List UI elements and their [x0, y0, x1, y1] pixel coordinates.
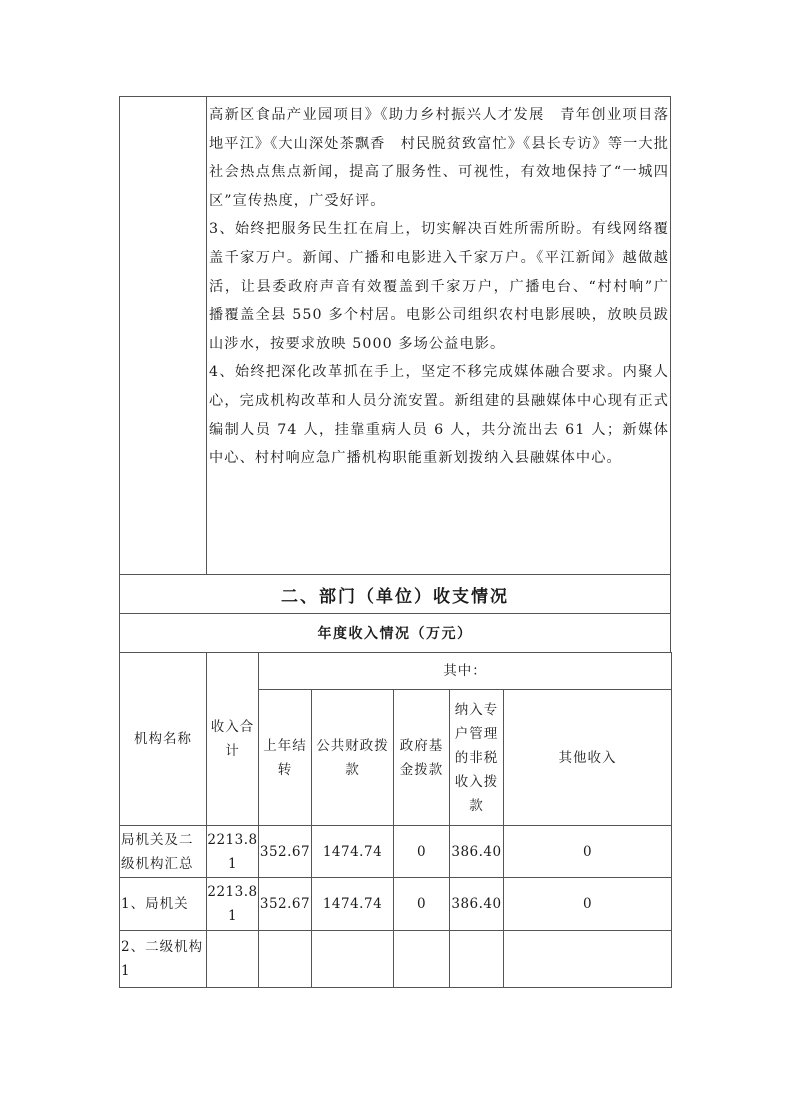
row-public-finance: 1474.74 — [312, 878, 394, 931]
row-carryover — [259, 931, 312, 988]
narrative-paragraph: 3、始终把服务民生扛在肩上，切实解决百姓所需所盼。有线网络覆盖千家万户。新闻、广播和电影进入千家万户。《平江新闻》越做越活，让县委政府声音有效覆盖到千家万户，广播电台、“村村响”广播覆盖全县 550 多个村居。电影公司组织农村电影展映，放映员跋山涉水，按要求放映 5000 多场公益电影。 — [209, 221, 669, 352]
row-total: 2213.81 — [207, 826, 259, 878]
row-name: 局机关及二级机构汇总 — [120, 826, 207, 878]
row-total: 2213.81 — [207, 878, 259, 931]
row-gov-fund — [394, 931, 450, 988]
row-gov-fund: 0 — [394, 878, 450, 931]
header-non-tax: 纳入专户管理的非税收入拨款 — [450, 690, 504, 826]
header-other: 其他收入 — [504, 690, 672, 826]
row-other — [504, 931, 672, 988]
row-carryover: 352.67 — [259, 878, 312, 931]
row-other: 0 — [504, 826, 672, 878]
section-title: 二、部门（单位）收支情况 — [119, 574, 671, 613]
table-row — [120, 826, 672, 878]
row-public-finance — [312, 931, 394, 988]
row-total — [207, 931, 259, 988]
table-row — [120, 878, 672, 931]
income-table — [119, 652, 672, 988]
narrative-paragraph: 高新区食品产业园项目》《助力乡村振兴人才发展 青年创业项目落地平江》《大山深处茶飘香 村民脱贫致富忙》《县长专访》等一大批社会热点焦点新闻，提高了服务性、可视性，有效地保持了“一城四区”宣传热度，广受好评。 — [209, 107, 669, 209]
narrative-paragraph: 4、始终把深化改革抓在手上，坚定不移完成媒体融合要求。内聚人心，完成机构改革和人员分流安置。新组建的县融媒体中心现有正式编制人员 74 人，挂靠重病人员 6 人，共分流出去 61 人；新媒体中心、村村响应急广播机构职能重新划拨纳入县融媒体中心。 — [209, 364, 669, 467]
header-gov-fund: 政府基金拨款 — [394, 690, 450, 826]
narrative-body — [209, 101, 669, 473]
row-name: 2、二级机构1 — [120, 931, 207, 988]
row-other: 0 — [504, 878, 672, 931]
row-carryover: 352.67 — [259, 826, 312, 878]
header-public-finance: 公共财政拨款 — [312, 690, 394, 826]
row-gov-fund: 0 — [394, 826, 450, 878]
row-name: 1、局机关 — [120, 878, 207, 931]
table-title: 年度收入情况（万元） — [119, 613, 671, 652]
narrative-label-cell — [120, 97, 207, 574]
table-row — [120, 931, 672, 988]
row-non-tax: 386.40 — [450, 878, 504, 931]
row-public-finance: 1474.74 — [312, 826, 394, 878]
narrative-table — [119, 96, 671, 574]
row-non-tax: 386.40 — [450, 826, 504, 878]
header-of-which: 其中： — [259, 653, 672, 690]
header-row — [120, 653, 672, 690]
row-non-tax — [450, 931, 504, 988]
header-total: 收入合计 — [207, 653, 259, 826]
header-carryover: 上年结转 — [259, 690, 312, 826]
header-org-name: 机构名称 — [120, 653, 207, 826]
